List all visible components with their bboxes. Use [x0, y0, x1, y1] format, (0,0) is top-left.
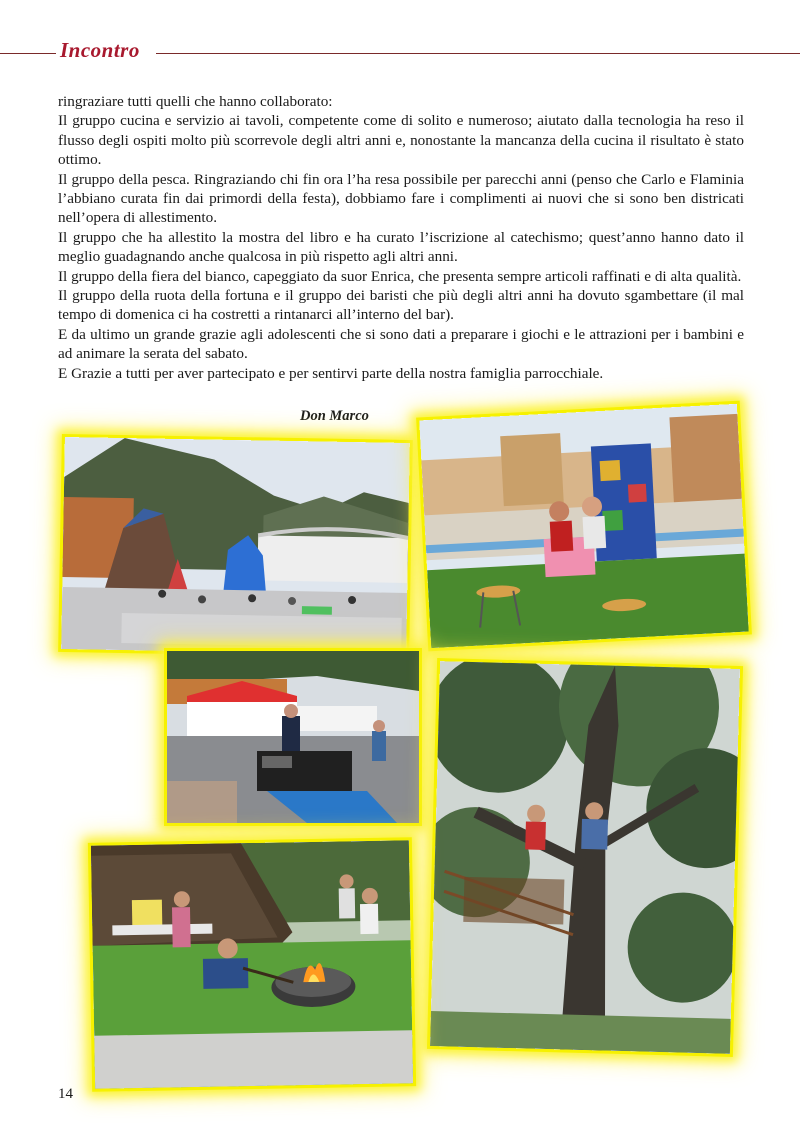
photo-tree-rope-bridge: [430, 661, 740, 1054]
paragraph: E da ultimo un grande grazie agli adolescenti che si sono dati a preparare i giochi e le attrazioni per i bambini e ad animare la serata del sabato.: [58, 325, 744, 363]
page-number: 14: [58, 1086, 73, 1102]
paragraph: Il gruppo della pesca. Ringraziando chi fin ora l’ha resa possibile per parecchi anni (penso che Carlo e Flaminia l’abbiano curata fin dai primordi della festa), dobbiamo fare i complimenti ai nuovi che si sono ben districati nell’opera di allestimento.: [58, 170, 744, 227]
header-title: Incontro: [60, 38, 140, 62]
header-rule-right: [156, 53, 800, 54]
photo-teens-cube-tower: [419, 404, 748, 648]
article-body: [58, 92, 744, 383]
paragraph: Il gruppo cucina e servizio ai tavoli, competente come di solito e numeroso; aiutato dalla tecnologia ha reso il flusso degli ospiti molto più scorrevole degli altri anni e, nonostante la mancanza della cucina il risultato è stato ottimo.: [58, 112, 744, 169]
signature: Don Marco: [300, 408, 369, 424]
photo-stage-tent: [167, 651, 419, 823]
paragraph: Il gruppo della fiera del bianco, capeggiato da suor Enrica, che presenta sempre articoli raffinati e di alta qualità.: [58, 267, 742, 285]
paragraph: ringraziare tutti quelli che hanno collaborato:: [58, 93, 333, 110]
paragraph: Il gruppo che ha allestito la mostra del libro e ha curato l’iscrizione al catechismo; quest’anno hanno dato il meglio guadagnando anche qualcosa in più rispetto agli altri anni.: [58, 228, 744, 266]
paragraph: Il gruppo della ruota della fortuna e il gruppo dei baristi che più degli altri anni ha dovuto sgambettare (il mal tempo di domenica ci ha costretti a rintanarci all’interno del bar).: [58, 287, 744, 324]
paragraph: E Grazie a tutti per aver partecipato e per sentirvi parte della nostra famiglia parrocchiale.: [58, 364, 604, 382]
photo-bonfire-kids: [91, 840, 413, 1089]
header-rule-left: [0, 53, 56, 54]
photo-inflatable-castles: [61, 437, 410, 655]
